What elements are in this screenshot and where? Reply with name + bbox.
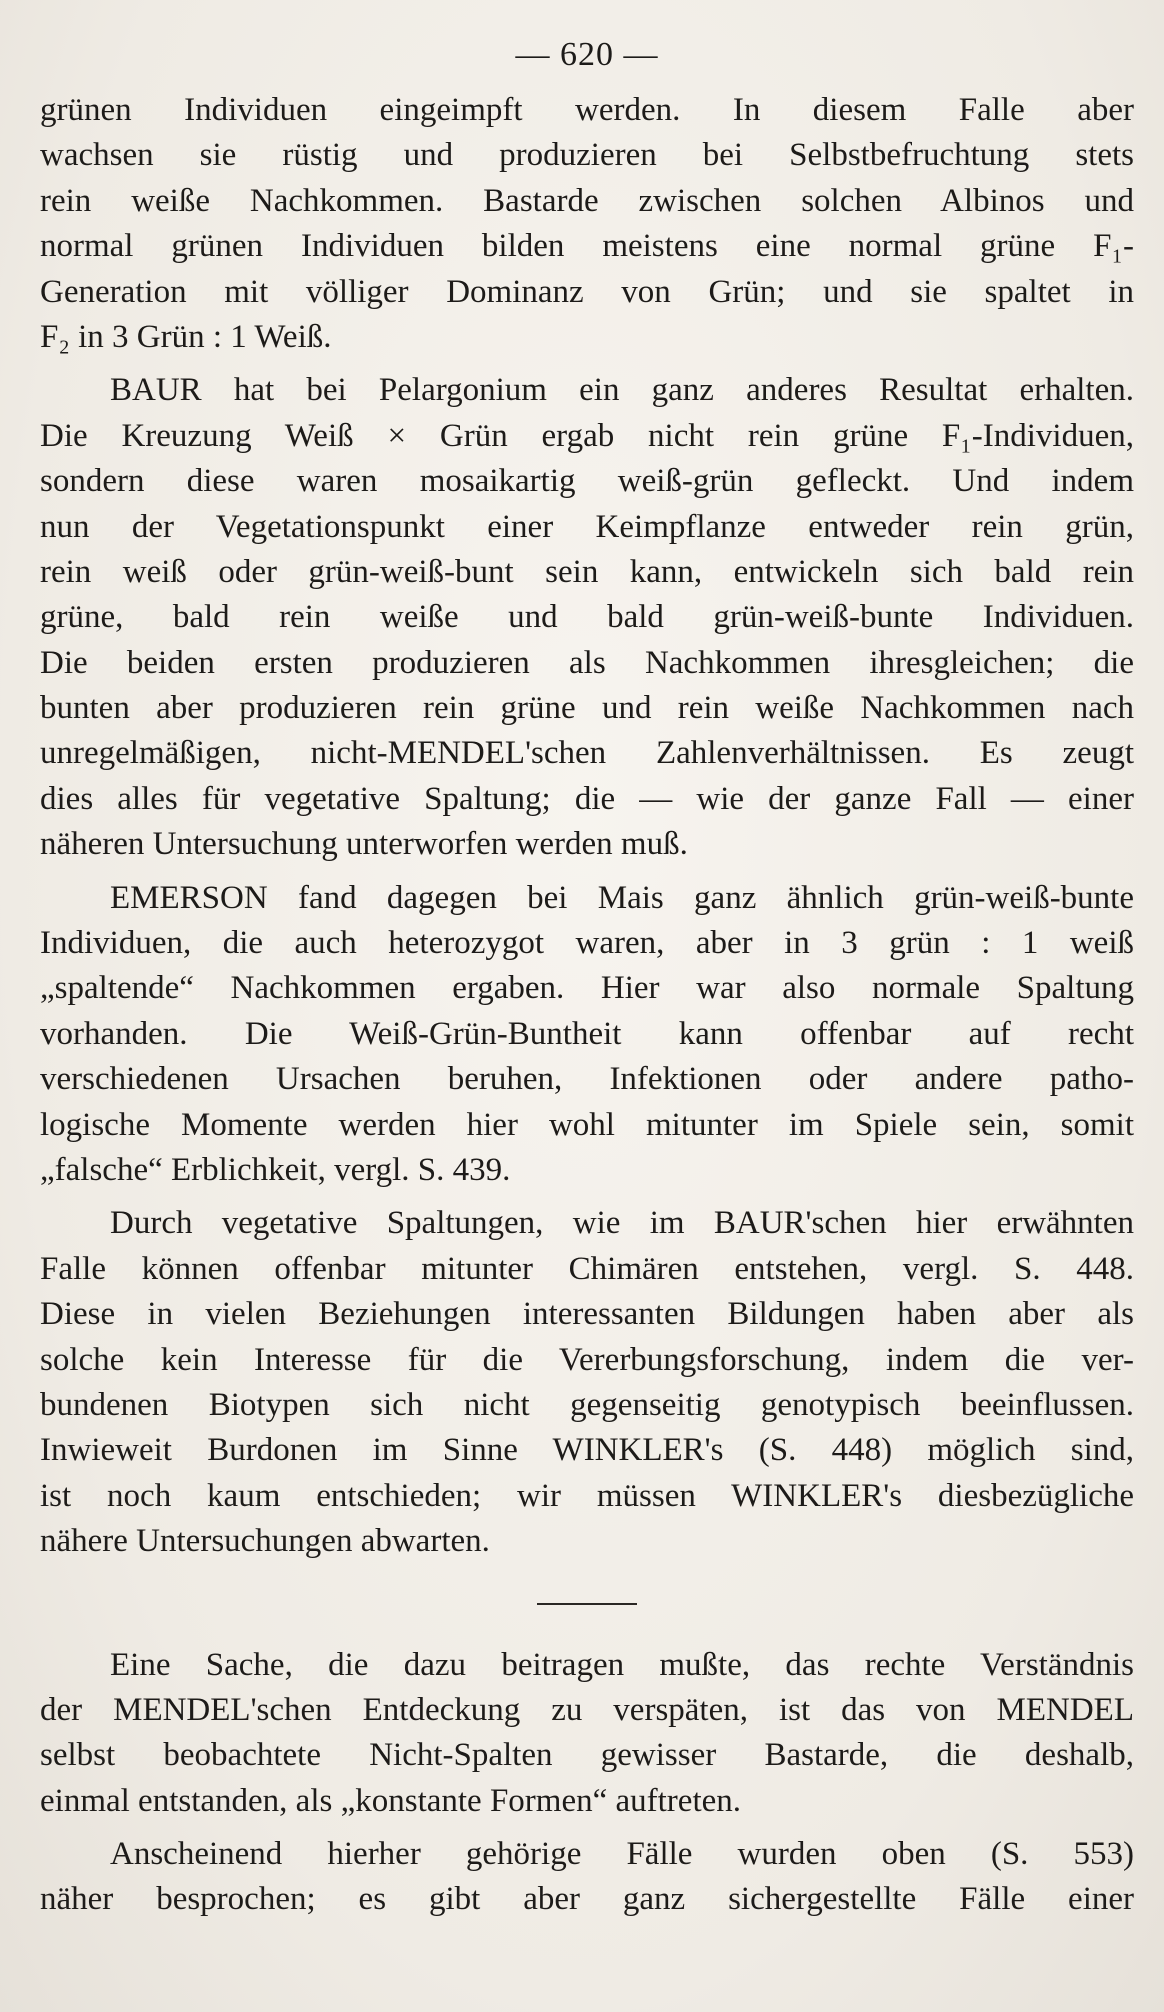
text-line: Die Kreuzung Weiß × Grün ergab nicht rein grüne F₁-Individuen, xyxy=(40,417,1134,454)
text-line: Durch vegetative Spaltungen, wie im BAUR'schen hier erwähnten xyxy=(110,1205,1134,1242)
text-line: näher besprochen; es gibt aber ganz sichergestellte Fälle einer xyxy=(40,1881,1134,1918)
text-line: nähere Untersuchungen abwarten. xyxy=(40,1523,490,1560)
paragraph-3 xyxy=(40,876,1134,1194)
text-line: unregelmäßigen, nicht-MENDEL'schen Zahlenverhältnissen. Es zeugt xyxy=(40,735,1134,772)
text-line: selbst beobachtete Nicht-Spalten gewisser Bastarde, die deshalb, xyxy=(40,1737,1134,1774)
text-line: solche kein Interesse für die Vererbungsforschung, indem die ver- xyxy=(40,1341,1134,1378)
text-line: grüne, bald rein weiße und bald grün-weiß-bunte Individuen. xyxy=(40,599,1134,636)
text-line: grünen Individuen eingeimpft werden. In diesem Falle aber xyxy=(40,92,1134,128)
text-line: Individuen, die auch heterozygot waren, aber in 3 grün : 1 weiß xyxy=(40,925,1134,962)
text-line: Die beiden ersten produzieren als Nachkommen ihresgleichen; die xyxy=(40,644,1134,681)
paragraph-6 xyxy=(40,1832,1134,1923)
text-line: Eine Sache, die dazu beitragen mußte, das rechte Verständnis xyxy=(110,1646,1134,1683)
text-line: rein weiß oder grün-weiß-bunt sein kann, entwickeln sich bald rein xyxy=(40,553,1134,590)
text-line: der MENDEL'schen Entdeckung zu verspäten, ist das von MENDEL xyxy=(40,1691,1134,1728)
text-line: logische Momente werden hier wohl mitunter im Spiele sein, somit xyxy=(40,1106,1134,1143)
text-line: EMERSON fand dagegen bei Mais ganz ähnlich grün-weiß-bunte xyxy=(110,879,1134,916)
paragraph-2 xyxy=(40,368,1134,867)
text-line: vorhanden. Die Weiß-Grün-Buntheit kann offenbar auf recht xyxy=(40,1015,1134,1052)
text-line: ist noch kaum entschieden; wir müssen WINKLER's diesbezügliche xyxy=(40,1477,1134,1514)
text-line: dies alles für vegetative Spaltung; die — wie der ganze Fall — einer xyxy=(40,780,1134,817)
paragraph-5 xyxy=(40,1643,1134,1825)
text-line: Falle können offenbar mitunter Chimären entstehen, vergl. S. 448. xyxy=(40,1250,1134,1287)
text-line: BAUR hat bei Pelargonium ein ganz anderes Resultat erhalten. xyxy=(110,372,1134,409)
text-line: bundenen Biotypen sich nicht gegenseitig genotypisch beeinflussen. xyxy=(40,1386,1134,1423)
text-line: „falsche“ Erblichkeit, vergl. S. 439. xyxy=(40,1151,511,1188)
section-divider xyxy=(537,1603,637,1605)
text-line: Generation mit völliger Dominanz von Grün; und sie spaltet in xyxy=(40,273,1134,310)
text-line: normal grünen Individuen bilden meistens eine normal grüne F₁- xyxy=(40,228,1134,265)
text-line: rein weiße Nachkommen. Bastarde zwischen solchen Albinos und xyxy=(40,182,1134,219)
book-page xyxy=(40,28,1134,1931)
paragraph-1 xyxy=(40,88,1134,360)
text-line: wachsen sie rüstig und produzieren bei Selbstbefruchtung stets xyxy=(40,137,1134,174)
text-line: Diese in vielen Beziehungen interessanten Bildungen haben aber als xyxy=(40,1296,1134,1333)
text-line: sondern diese waren mosaikartig weiß-grün gefleckt. Und indem xyxy=(40,463,1134,500)
page-number: — 620 — xyxy=(515,36,659,73)
text-line: einmal entstanden, als „konstante Formen“ auftreten. xyxy=(40,1782,742,1819)
text-line: nun der Vegetationspunkt einer Keimpflanze entweder rein grün, xyxy=(40,508,1134,545)
text-line: Inwieweit Burdonen im Sinne WINKLER's (S. 448) möglich sind, xyxy=(40,1432,1134,1469)
text-line: F₂ in 3 Grün : 1 Weiß. xyxy=(40,318,332,355)
text-line: bunten aber produzieren rein grüne und rein weiße Nachkommen nach xyxy=(40,690,1134,727)
text-line: näheren Untersuchung unterworfen werden muß. xyxy=(40,826,688,863)
text-line: verschiedenen Ursachen beruhen, Infektionen oder andere patho- xyxy=(40,1061,1134,1098)
paragraph-4 xyxy=(40,1201,1134,1564)
text-line: „spaltende“ Nachkommen ergaben. Hier war also normale Spaltung xyxy=(40,970,1134,1007)
text-line: Anscheinend hierher gehörige Fälle wurden oben (S. 553) xyxy=(110,1836,1134,1873)
